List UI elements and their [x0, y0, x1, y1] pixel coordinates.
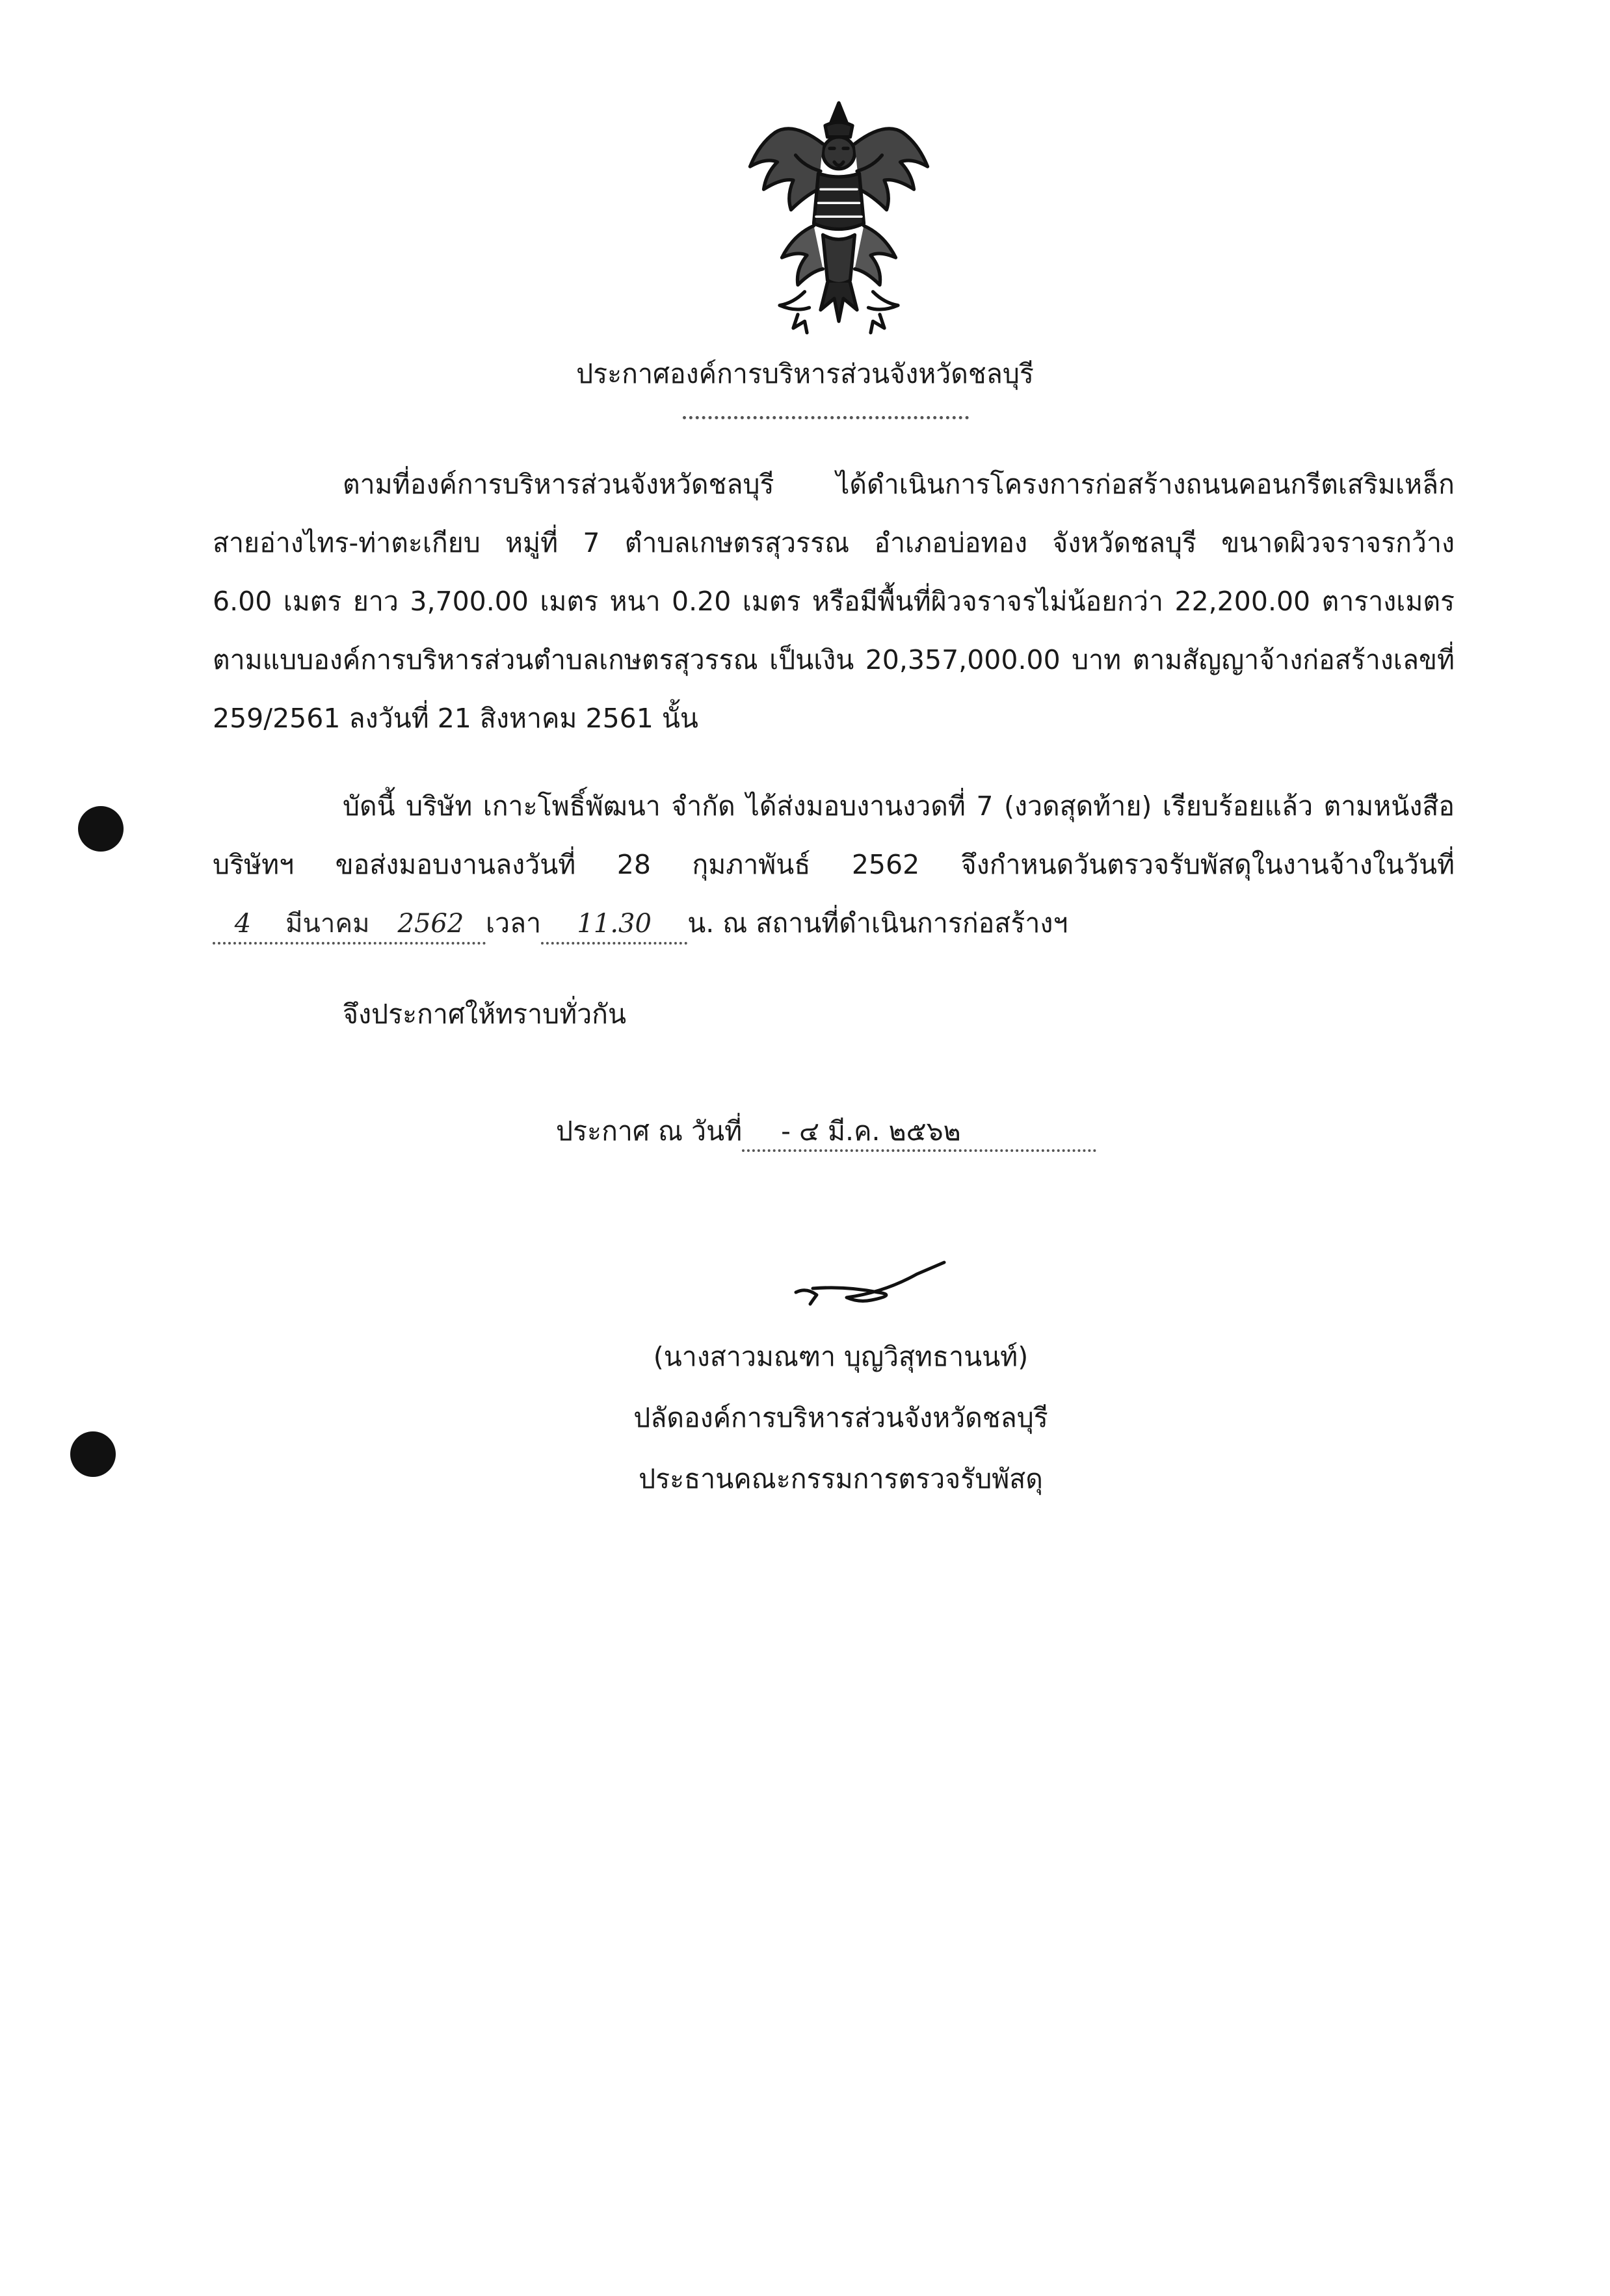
stamped-date: - ๔ มี.ค. ๒๕๖๒	[781, 1115, 961, 1147]
handwritten-month: มีนาคม	[285, 909, 370, 939]
paragraph-line: บริษัทฯ ขอส่งมอบงานลงวันที่ 28 กุมภาพันธ์ 2562 จึงกำหนดวันตรวจรับพัสดุในงานจ้างในวันที่	[213, 849, 1455, 880]
announced-date-fill	[742, 1113, 1096, 1152]
location-text: น. ณ สถานที่ดำเนินการก่อสร้างฯ	[687, 907, 1068, 939]
inspection-date-fill	[213, 905, 486, 945]
signer-block	[0, 1326, 1610, 1509]
closing-statement: จึงประกาศให้ทราบทั่วกัน	[343, 998, 627, 1030]
title-dotted-rule	[683, 416, 969, 419]
paragraph-line: 259/2561 ลงวันที่ 21 สิงหาคม 2561 นั้น	[213, 703, 698, 734]
time-label: เวลา	[486, 907, 542, 939]
paragraph-line: 6.00 เมตร ยาว 3,700.00 เมตร หนา 0.20 เมตร หรือมีพื้นที่ผิวจราจรไม่น้อยกว่า 22,200.00 ตารางเมตร	[213, 586, 1455, 617]
punch-hole	[70, 1431, 116, 1477]
signer-position: ปลัดองค์การบริหารส่วนจังหวัดชลบุรี	[633, 1402, 1048, 1433]
handwritten-year: 2562	[397, 909, 464, 939]
paragraph-line: ตามที่องค์การบริหารส่วนจังหวัดชลบุรี ได้ดำเนินการโครงการก่อสร้างถนนคอนกรีตเสริมเหล็ก	[343, 469, 1455, 500]
signer-name: (นางสาวมณฑา บุญวิสุทธานนท์)	[653, 1341, 1029, 1372]
signer-role: ประธานคณะกรรมการตรวจรับพัสดุ	[639, 1463, 1043, 1494]
inspection-time-fill	[541, 905, 687, 945]
handwritten-signature	[793, 1255, 949, 1313]
paragraph-delivery	[213, 777, 1455, 894]
announced-label: ประกาศ ณ วันที่	[556, 1115, 743, 1147]
paragraph-line: ตามแบบองค์การบริหารส่วนตำบลเกษตรสุวรรณ เป็นเงิน 20,357,000.00 บาท ตามสัญญาจ้างก่อสร้างเลขที่	[213, 644, 1455, 675]
inspection-date-line	[213, 894, 1068, 952]
punch-hole	[78, 806, 124, 852]
handwritten-day: 4	[234, 909, 252, 939]
paragraph-contract-details	[213, 455, 1455, 748]
paragraph-line: สายอ่างไทร-ท่าตะเกียบ หมู่ที่ 7 ตำบลเกษตรสุวรรณ อำเภอบ่อทอง จังหวัดชลบุรี ขนาดผิวจราจรกว้าง	[213, 527, 1455, 558]
announced-date-line	[556, 1102, 1096, 1160]
garuda-emblem-icon	[725, 98, 953, 338]
paragraph-line: บัดนี้ บริษัท เกาะโพธิ์พัฒนา จำกัด ได้ส่งมอบงานงวดที่ 7 (งวดสุดท้าย) เรียบร้อยแล้ว ตามหนังสือ	[343, 790, 1455, 822]
announcement-title: ประกาศองค์การบริหารส่วนจังหวัดชลบุรี	[576, 358, 1034, 389]
handwritten-time: 11.30	[577, 909, 652, 939]
